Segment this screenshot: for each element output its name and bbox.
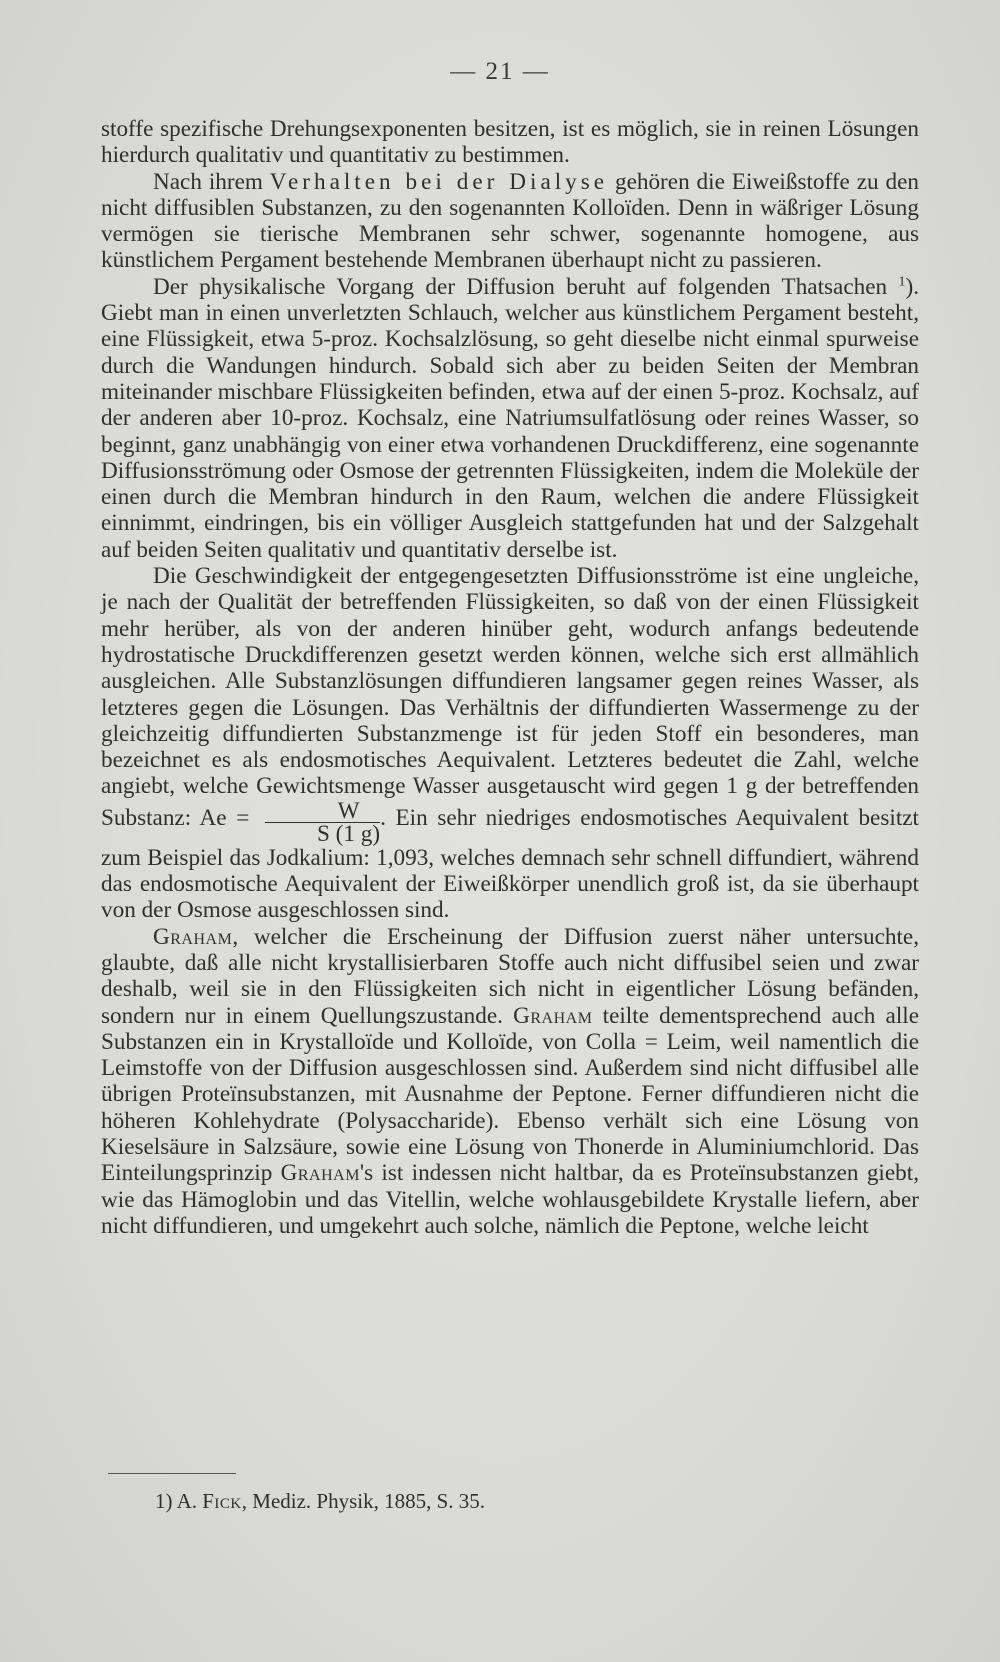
author-name: Graham: [153, 923, 233, 950]
paragraph-5-part-b: teilte dementsprechend auch alle Substanzen ein in Krystalloïde und Kolloïde, von Colla = Leim, weil namentlich die Leimstoffe von der Diffusion ausgeschlossen sind. Außerdem sind nicht diffusibel alle übrigen Proteïnsubstanzen, mit Ausnahme der Peptone. Ferner diffundieren nicht die höheren Kohlehydrate (Polysaccharide). Ebenso verhält sich eine Lösung von Kieselsäure in Salzsäure, sowie eine Lösung von Thonerde in Aluminiumchlorid. Das Einteilungsprinzip: [101, 1002, 919, 1187]
footnote-divider: [108, 1473, 236, 1474]
author-name: Graham: [513, 1002, 593, 1029]
paragraph-2-rest: gehören die Eiweißstoffe zu den nicht diffusiblen Substanzen, zu den sogenannten Kolloïden. Denn in wäßriger Lösung vermögen sie tierische Membranen sehr schwer, sogenannte homogene, aus künstlichem Pergament bestehende Membranen überhaupt nicht zu passieren.: [101, 168, 919, 274]
paragraph-5: [101, 924, 919, 1240]
fraction-numerator: W: [265, 800, 380, 823]
paragraph-1: stoffe spezifische Drehungsexponenten besitzen, ist es möglich, sie in reinen Lösungen hierdurch qualitativ und quantitativ zu bestimmen.: [101, 116, 919, 169]
paragraph-5-part-c: 's ist indessen nicht haltbar, da es Proteïnsubstanzen giebt, wie das Hämoglobin und das Vitellin, welche wohlausgebildete Krystalle liefern, aber nicht diffundieren, und umgekehrt auch solche, nämlich die Peptone, welche leicht: [101, 1160, 919, 1239]
paragraph-4-start: Die Geschwindigkeit der entgegengesetzten Diffusionsströme ist eine ungleiche, je nach der Qualität der betreffenden Flüssigkeiten, so daß von der einen Flüssigkeit mehr herüber, als von der anderen hinüber geht, wodurch anfangs bedeutende hydrostatische Druckdifferenzen gesetzt werden können, welche sich erst allmählich ausgleichen. Alle Substanzlösungen diffundieren langsamer gegen reines Wasser, als letzteres gegen die Lösungen. Das Verhältnis der diffundierten Wassermenge zu der gleichzeitig diffundierten Substanzmenge ist für jeden Stoff ein besonderes, man bezeichnet es als endosmotisches Aequivalent. Letzteres bedeutet die Zahl, welche angiebt, welche Gewichtsmenge Wasser ausgetauscht wird gegen 1 g der betreffenden Substanz: Ae =: [101, 563, 919, 831]
emphasized-phrase: Verhalten bei der Dialyse: [269, 168, 609, 195]
footnote-reference: 1: [898, 274, 906, 290]
paragraph-2-start: Nach ihrem: [153, 168, 270, 195]
footnote: [155, 1488, 485, 1514]
body-text: [101, 116, 919, 1239]
paragraph-4: [101, 563, 919, 924]
paragraph-3-start: Der physikalische Vorgang der Diffusion beruht auf folgenden Thatsachen: [153, 273, 899, 300]
paragraph-3-rest: ). Giebt man in einen unverletzten Schlauch, welcher aus künstlichem Pergament besteht, eine Flüssigkeit, etwa 5-proz. Kochsalzlösung, so geht dieselbe nicht einmal spurweise durch die Wandungen hindurch. Sobald sich aber zu beiden Seiten der Membran miteinander mischbare Flüssigkeiten befinden, etwa auf der einen 5-proz. Kochsalz, auf der anderen aber 10-proz. Kochsalz, eine Natriumsulfatlösung oder reines Wasser, so beginnt, ganz unabhängig von einer etwa vorhandenen Druckdifferenz, eine sogenannte Diffusionsströmung oder Osmose der getrennten Flüssigkeiten, indem die Moleküle der einen durch die Membran hindurch in den Raum, welchen die andere Flüssigkeit einnimmt, eindringen, bis ein völliger Ausgleich stattgefunden hat und der Salzgehalt auf beiden Seiten qualitativ und quantitativ derselbe ist.: [101, 273, 919, 563]
footnote-text: , Mediz. Physik, 1885, S. 35.: [241, 1489, 486, 1513]
fraction-denominator: S (1 g): [316, 820, 381, 847]
formula-fraction: [265, 797, 381, 847]
paragraph-2: [101, 169, 919, 274]
paragraph-5-part-a: , welcher die Erscheinung der Diffusion zuerst näher untersuchte, glaubte, daß alle nicht krystallisierbaren Stoffe auch nicht diffusibel seien und zwar deshalb, weil sie in den Flüssigkeiten sich nicht in eigentlicher Lösung befänden, sondern nur in einem Quellungszustande.: [101, 923, 919, 1029]
paragraph-3: [101, 274, 919, 563]
author-name: Graham: [280, 1160, 360, 1187]
paragraph-4-rest: . Ein sehr niedriges endosmotisches Aequivalent besitzt zum Beispiel das Jodkalium: 1,093, welches demnach sehr schnell diffundiert, während das endosmotische Aequivalent der Eiweißkörper unendlich groß ist, da sie überhaupt von der Osmose ausgeschlossen sind.: [101, 804, 919, 924]
footnote-marker: 1) A.: [155, 1489, 203, 1513]
page-number: — 21 —: [450, 58, 550, 85]
footnote-author: Fick: [202, 1489, 242, 1513]
